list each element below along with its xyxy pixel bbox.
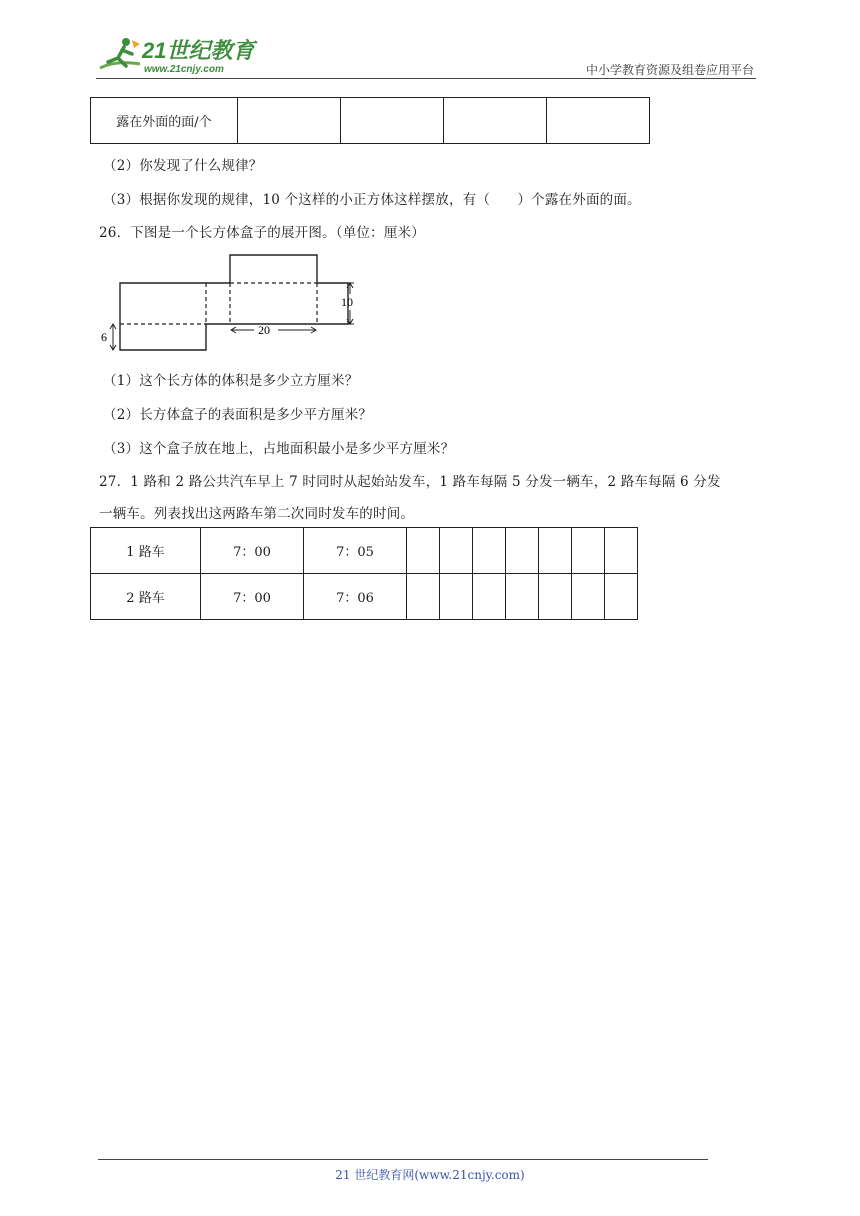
table-row (91, 98, 650, 144)
answer-cell[interactable] (440, 528, 473, 574)
answer-cell[interactable] (407, 528, 440, 574)
bus-schedule-table (90, 527, 638, 620)
q26-part1: （1）这个长方体的体积是多少立方厘米？ (103, 373, 359, 389)
q27-line2: 一辆车。列表找出这两路车第二次同时发车的时间。 (99, 506, 415, 522)
dim-height-label: 6 (101, 330, 107, 344)
answer-cell[interactable] (539, 528, 572, 574)
site-logo (96, 34, 266, 78)
answer-cell[interactable] (473, 574, 506, 620)
net-outline (120, 255, 348, 350)
answer-cell[interactable] (341, 98, 444, 144)
dim-depth-label: 10 (341, 295, 353, 309)
footer-divider (98, 1159, 708, 1160)
route-label: 1 路车 (91, 528, 201, 574)
runner-logo-icon (96, 34, 266, 78)
time-cell: 7：00 (201, 528, 304, 574)
box-net-diagram (96, 252, 366, 356)
logo-main-text: 21世纪教育 (142, 38, 255, 63)
answer-cell[interactable] (440, 574, 473, 620)
route-label: 2 路车 (91, 574, 201, 620)
answer-cell[interactable] (407, 574, 440, 620)
q25-part3: （3）根据你发现的规律，10 个这样的小正方体这样摆放，有（ ）个露在外面的面。 (103, 192, 641, 208)
answer-cell[interactable] (539, 574, 572, 620)
q26-part2: （2）长方体盒子的表面积是多少平方厘米？ (103, 407, 373, 423)
answer-cell[interactable] (605, 528, 638, 574)
answer-cell[interactable] (238, 98, 341, 144)
time-cell: 7：05 (304, 528, 407, 574)
dim-width-label: 20 (258, 323, 270, 337)
answer-cell[interactable] (605, 574, 638, 620)
q26-title: 26．下图是一个长方体盒子的展开图。（单位：厘米） (99, 225, 425, 241)
faces-table (90, 97, 650, 144)
row-label: 露在外面的面/个 (91, 98, 238, 144)
answer-cell[interactable] (444, 98, 547, 144)
site-tagline: 中小学教育资源及组卷应用平台 (585, 63, 754, 77)
time-cell: 7：00 (201, 574, 304, 620)
q25-part2: （2）你发现了什么规律？ (103, 158, 263, 174)
time-cell: 7：06 (304, 574, 407, 620)
logo-sub-text: www.21cnjy.com (144, 64, 224, 75)
answer-cell[interactable] (473, 528, 506, 574)
table-row (91, 574, 638, 620)
footer-link[interactable]: 21 世纪教育网(www.21cnjy.com) (335, 1168, 525, 1182)
answer-cell[interactable] (506, 528, 539, 574)
answer-cell[interactable] (572, 528, 605, 574)
q27-line1: 27．1 路和 2 路公共汽车早上 7 时同时从起始站发车，1 路车每隔 5 分发一辆车，2 路车每隔 6 分发 (99, 474, 721, 490)
header-divider (96, 78, 756, 79)
answer-cell[interactable] (506, 574, 539, 620)
table-row (91, 528, 638, 574)
answer-cell[interactable] (547, 98, 650, 144)
q26-part3: （3）这个盒子放在地上，占地面积最小是多少平方厘米？ (103, 441, 455, 457)
answer-cell[interactable] (572, 574, 605, 620)
